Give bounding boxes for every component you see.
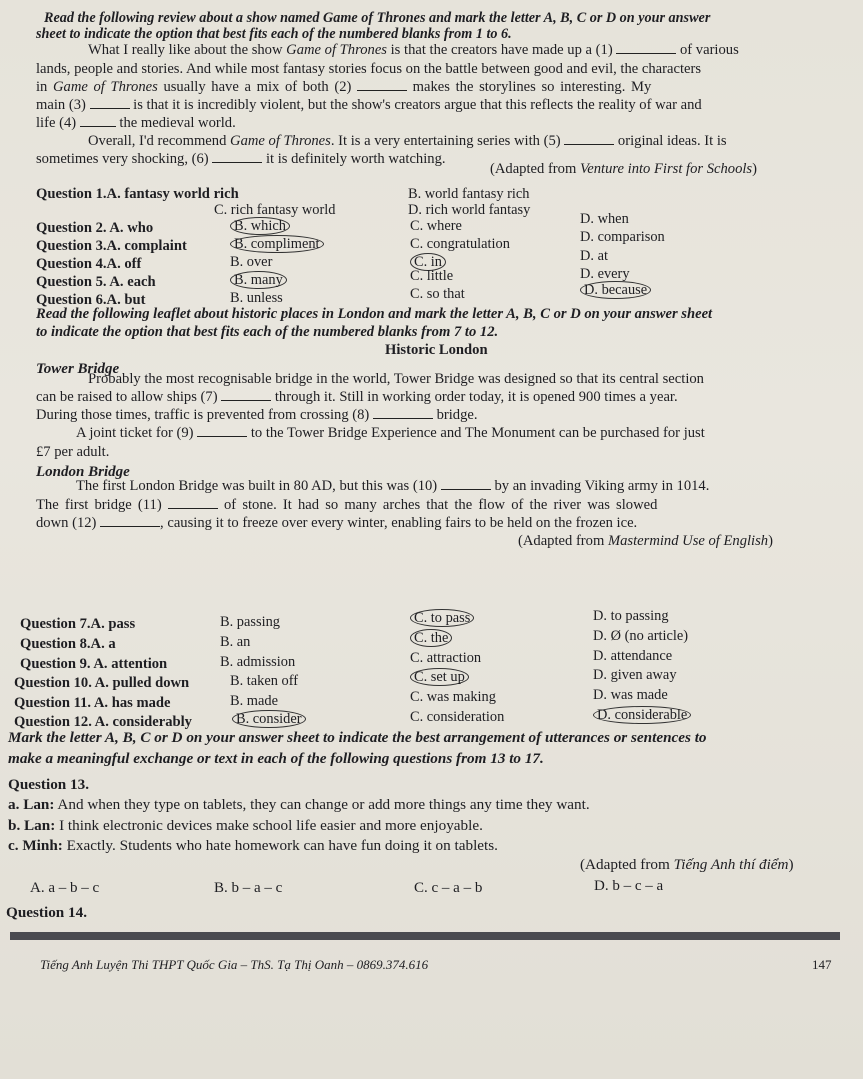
leaflet-line-4: A joint ticket for (9) to the Tower Bridge Experience and The Monument can be purchased for just — [76, 425, 705, 441]
question-9: Question 9. A. attention — [20, 656, 168, 672]
question-1: Question 1.A. fantasy world rich — [36, 186, 239, 202]
q12-option-d[interactable]: D. considerable — [593, 707, 691, 724]
question-2: Question 2. A. who — [36, 220, 154, 236]
question-5: Question 5. A. each — [36, 274, 156, 290]
q8-option-c[interactable]: C. the — [410, 630, 452, 647]
q4-option-b[interactable]: B. over — [230, 254, 273, 270]
q1-option-b[interactable]: B. world fantasy rich — [408, 186, 530, 202]
q2-option-c[interactable]: C. where — [410, 218, 462, 234]
question-10: Question 10. A. pulled down — [14, 675, 190, 691]
review-source: (Adapted from Venture into First for Schools) — [490, 161, 757, 177]
review-line-3: in Game of Thrones usually have a mix of both (2) makes the storylines so interesting. My — [36, 79, 652, 95]
q2-option-b[interactable]: B. which — [230, 218, 290, 235]
leaflet-source: (Adapted from Mastermind Use of English) — [518, 533, 773, 549]
q12-option-c[interactable]: C. consideration — [410, 709, 505, 725]
q6-option-b[interactable]: B. unless — [230, 290, 283, 306]
q2-option-d[interactable]: D. when — [580, 211, 629, 227]
question-14: Question 14. — [6, 904, 88, 921]
q12-option-b[interactable]: B. consider — [232, 711, 306, 728]
q10-option-b[interactable]: B. taken off — [230, 673, 299, 689]
heading-london-bridge: London Bridge — [36, 464, 130, 480]
instruction-3-line-2: make a meaningful exchange or text in each of the following questions from 13 to 17. — [8, 750, 544, 767]
leaflet-line-8: down (12) , causing it to freeze over every winter, enabling fairs to be held on the frozen ice. — [36, 515, 638, 531]
q7-option-d[interactable]: D. to passing — [593, 608, 669, 624]
q1-option-d[interactable]: D. rich world fantasy — [408, 202, 531, 218]
q6-option-d[interactable]: D. because — [580, 282, 651, 299]
leaflet-line-6: The first London Bridge was built in 80 AD, but this was (10) by an invading Viking army in 1014. — [76, 478, 710, 494]
instruction-1-line-2: sheet to indicate the option that best fits each of the numbered blanks from 1 to 6. — [36, 26, 512, 42]
page-number: 147 — [812, 957, 832, 972]
q4-option-d[interactable]: D. at — [580, 248, 608, 264]
q13-source: (Adapted from Tiếng Anh thí điểm) — [580, 856, 794, 873]
leaflet-title: Historic London — [385, 342, 488, 358]
question-3: Question 3.A. complaint — [36, 238, 187, 254]
instruction-1-line-1: Read the following review about a show named Game of Thrones and mark the letter A, B, C or D on your answer — [44, 10, 711, 26]
q13-utterance-b: b. Lan: I think electronic devices make school life easier and more enjoyable. — [8, 817, 483, 834]
q13-utterance-c: c. Minh: Exactly. Students who hate homework can have fun doing it on tablets. — [8, 837, 498, 854]
q9-option-c[interactable]: C. attraction — [410, 650, 482, 666]
review-line-1: What I really like about the show Game of Thrones is that the creators have made up a (1) of various — [88, 42, 739, 58]
q6-option-c[interactable]: C. so that — [410, 286, 465, 302]
q8-option-d[interactable]: D. Ø (no article) — [593, 628, 689, 644]
q13-utterance-a: a. Lan: And when they type on tablets, they can change or add more things any time they want. — [8, 796, 590, 813]
leaflet-line-3: During those times, traffic is prevented from crossing (8) bridge. — [36, 407, 478, 423]
q10-option-d[interactable]: D. given away — [593, 667, 677, 683]
q11-option-b[interactable]: B. made — [230, 693, 278, 709]
question-8: Question 8.A. a — [20, 636, 116, 652]
review-line-5: life (4) the medieval world. — [36, 115, 236, 131]
question-11: Question 11. A. has made — [14, 695, 171, 711]
question-7: Question 7.A. pass — [20, 616, 136, 632]
question-6: Question 6.A. but — [36, 292, 146, 308]
instruction-2-line-1: Read the following leaflet about historic places in London and mark the letter A, B, C or D on your answer sheet — [36, 306, 713, 322]
leaflet-line-5: £7 per adult. — [36, 444, 110, 460]
q9-option-b[interactable]: B. admission — [220, 654, 296, 670]
q1-option-c[interactable]: C. rich fantasy world — [214, 202, 336, 218]
review-line-7: sometimes very shocking, (6) it is definitely worth watching. — [36, 151, 446, 167]
question-13: Question 13. — [8, 776, 90, 793]
q3-option-b[interactable]: B. compliment — [230, 236, 324, 253]
question-12: Question 12. A. considerably — [14, 714, 192, 730]
footer-text: Tiếng Anh Luyện Thi THPT Quốc Gia – ThS. Tạ Thị Oanh – 0869.374.616 — [40, 957, 429, 972]
q7-option-c[interactable]: C. to pass — [410, 610, 474, 627]
q13-option-b[interactable]: B. b – a – c — [214, 880, 283, 896]
q11-option-c[interactable]: C. was making — [410, 689, 496, 705]
question-4: Question 4.A. off — [36, 256, 142, 272]
q13-option-a[interactable]: A. a – b – c — [30, 880, 100, 896]
q3-option-c[interactable]: C. congratulation — [410, 236, 510, 252]
review-line-2: lands, people and stories. And while most fantasy stories focus on the battle between good and evil, the characters — [36, 61, 702, 77]
review-line-4: main (3) is that it is incredibly violent, but the show's creators argue that this reflects the reality of war and — [36, 97, 702, 113]
heading-tower-bridge: Tower Bridge — [36, 361, 120, 377]
instruction-3-line-1: Mark the letter A, B, C or D on your answer sheet to indicate the best arrangement of utterances or sentences to — [8, 729, 707, 746]
leaflet-line-2: can be raised to allow ships (7) through it. Still in working order today, it is opened 900 times a year. — [36, 389, 678, 405]
leaflet-line-1: Probably the most recognisable bridge in the world, Tower Bridge was designed so that its central section — [88, 371, 704, 387]
q3-option-d[interactable]: D. comparison — [580, 229, 665, 245]
leaflet-line-7: The first bridge (11) of stone. It had so many arches that the flow of the river was slowed — [36, 497, 658, 513]
q9-option-d[interactable]: D. attendance — [593, 648, 673, 664]
instruction-2-line-2: to indicate the option that best fits each of the numbered blanks from 7 to 12. — [36, 324, 499, 340]
q7-option-b[interactable]: B. passing — [220, 614, 280, 630]
q5-option-b[interactable]: B. many — [230, 272, 287, 289]
q13-option-c[interactable]: C. c – a – b — [414, 880, 483, 896]
q4-option-c[interactable]: C. in — [410, 254, 446, 271]
q13-option-d[interactable]: D. b – c – a — [594, 878, 664, 894]
review-line-6: Overall, I'd recommend Game of Thrones. It is a very entertaining series with (5) original ideas. It is — [88, 133, 727, 149]
footer-divider — [10, 932, 840, 940]
q8-option-b[interactable]: B. an — [220, 634, 251, 650]
q10-option-c[interactable]: C. set up — [410, 669, 469, 686]
q5-option-c[interactable]: C. little — [410, 268, 454, 284]
q5-option-d[interactable]: D. every — [580, 266, 630, 282]
q11-option-d[interactable]: D. was made — [593, 687, 668, 703]
